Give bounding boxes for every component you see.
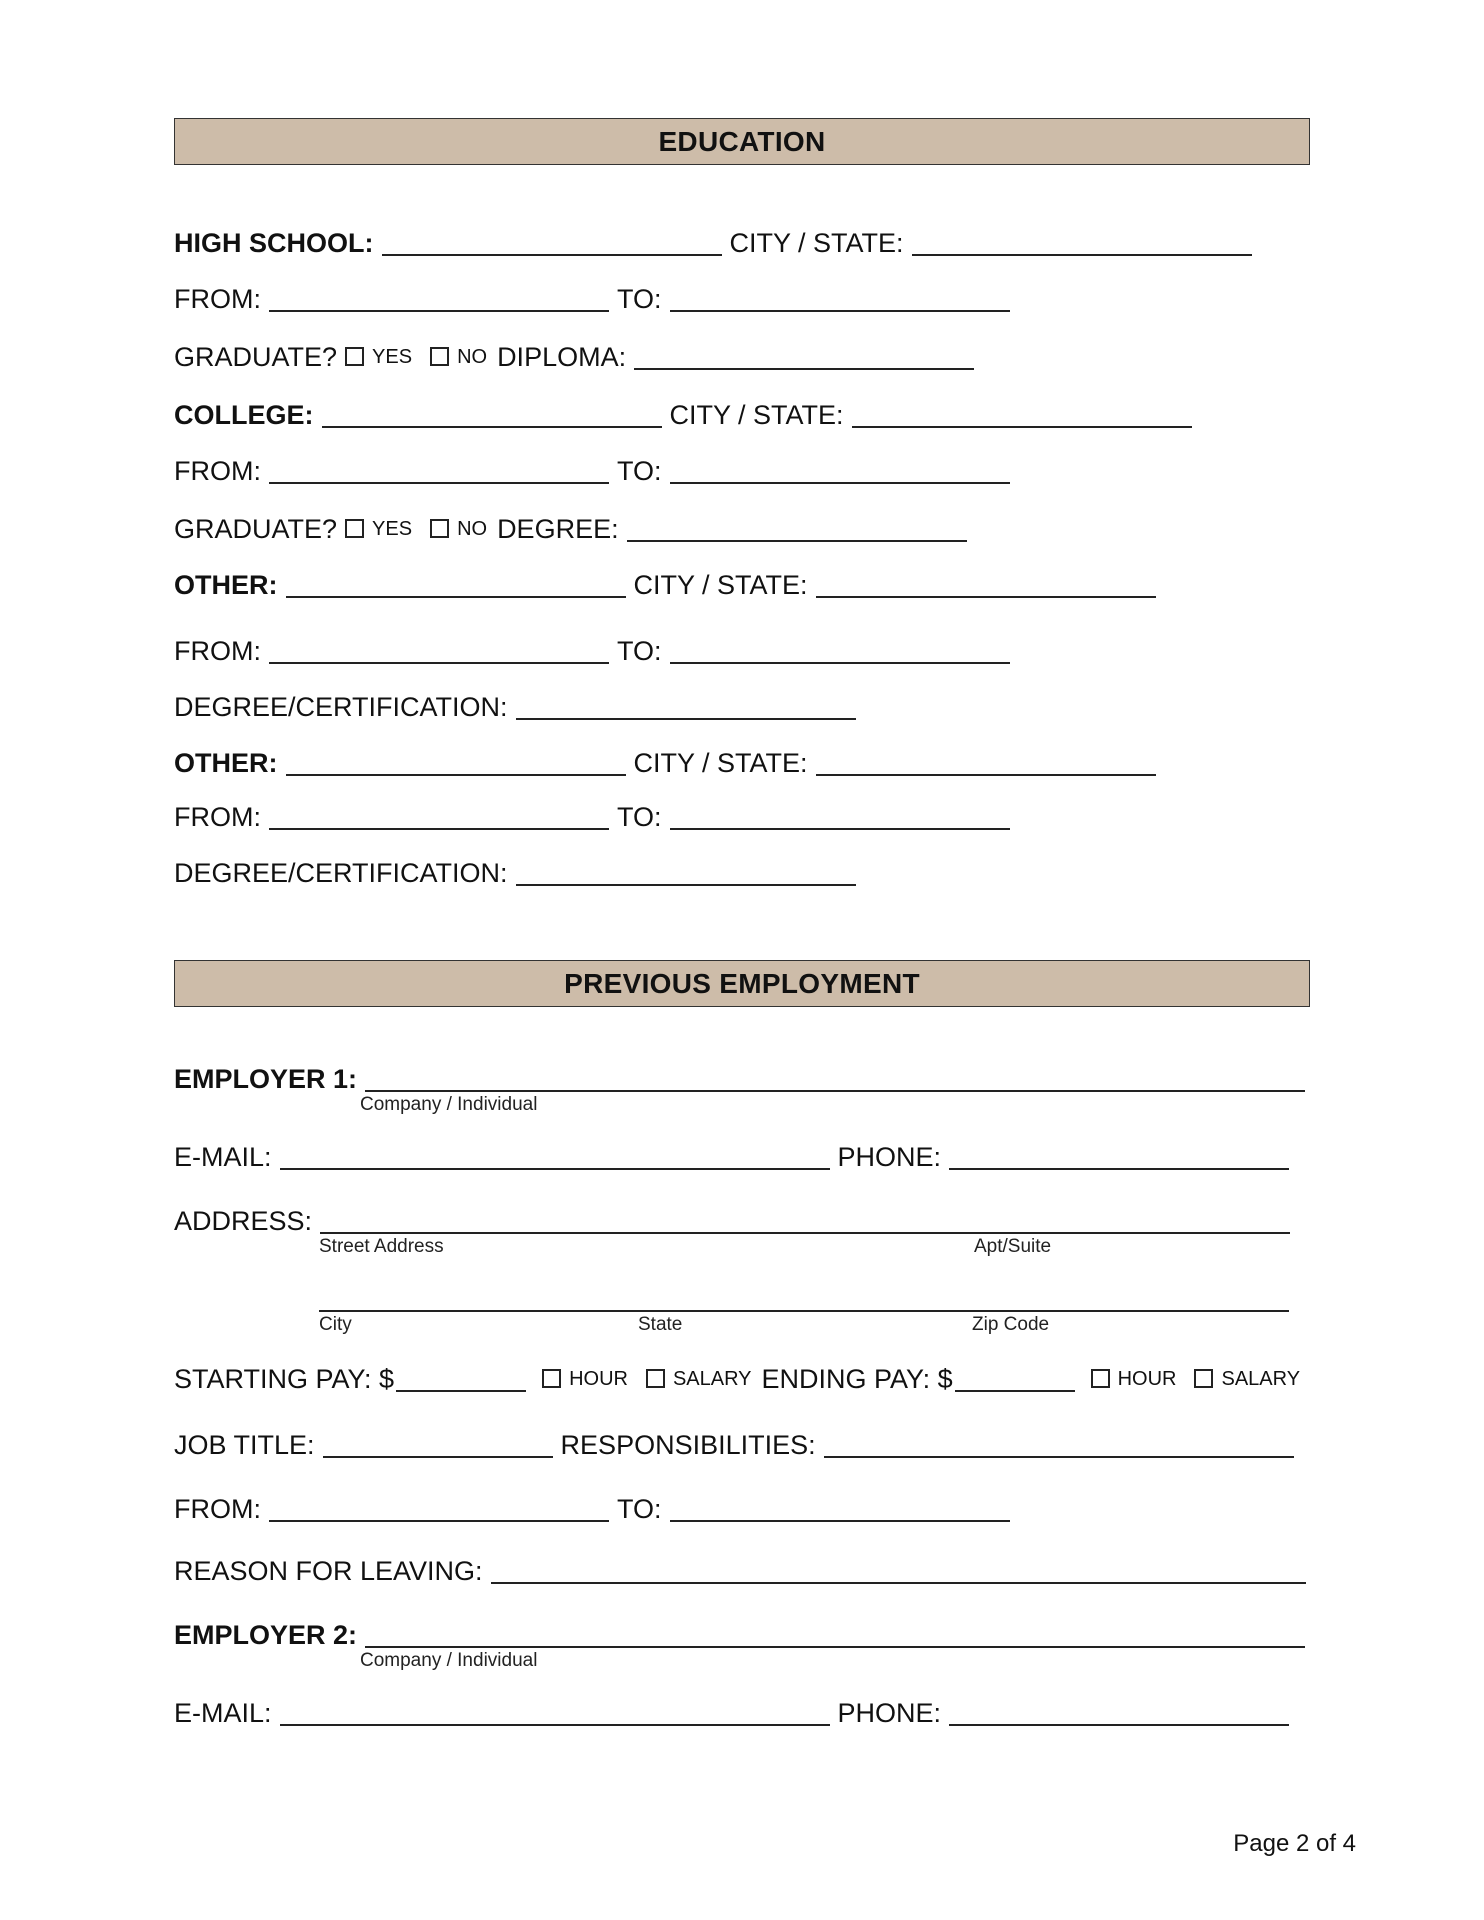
application-page [174,0,1310,1920]
employer2-field[interactable] [365,1620,1305,1648]
to-label: TO: [617,636,662,666]
ending-salary-checkbox[interactable] [1194,1369,1213,1388]
city-hint: City [319,1314,352,1335]
other1-row [174,568,1314,602]
to-label: TO: [617,284,662,314]
city-state-label: CITY / STATE: [669,400,844,430]
college-no-checkbox[interactable] [430,519,449,538]
employer2-contact-row [174,1696,1314,1730]
employer1-contact-row [174,1140,1314,1174]
hour-label: HOUR [1117,1368,1177,1390]
employer1-address-row [174,1204,1314,1238]
employer2-row [174,1618,1314,1652]
responsibilities-label: RESPONSIBILITIES: [560,1430,816,1460]
college-from-field[interactable] [269,456,609,484]
graduate-label: GRADUATE? [174,514,338,544]
other2-degree-row [174,856,1314,890]
apt-hint: Apt/Suite [974,1236,1052,1257]
other1-degree-row [174,690,1314,724]
ending-pay-label: ENDING PAY: $ [761,1364,953,1394]
employer1-field[interactable] [365,1064,1305,1092]
high-school-yes-checkbox[interactable] [345,347,364,366]
to-label: TO: [617,1494,662,1524]
other1-dates-row [174,634,1314,668]
city-state-label: CITY / STATE: [633,570,808,600]
employer1-street-field[interactable] [320,1206,1290,1234]
employer1-job-row [174,1428,1314,1462]
employer1-responsibilities-field[interactable] [824,1430,1294,1458]
zip-hint: Zip Code [972,1314,1050,1335]
graduate-label: GRADUATE? [174,342,338,372]
to-label: TO: [617,802,662,832]
company-hint: Company / Individual [360,1094,538,1115]
other1-field[interactable] [286,570,626,598]
other2-dates-row [174,800,1314,834]
job-title-label: JOB TITLE: [174,1430,315,1460]
other2-field[interactable] [286,748,626,776]
high-school-no-checkbox[interactable] [430,347,449,366]
other1-to-field[interactable] [670,636,1010,664]
employer1-row [174,1062,1314,1096]
college-graduate-row [174,512,1314,546]
employer1-label: EMPLOYER 1: [174,1064,358,1094]
no-label: NO [457,346,488,368]
phone-label: PHONE: [837,1698,942,1728]
no-label: NO [457,518,488,540]
starting-hour-checkbox[interactable] [542,1369,561,1388]
from-label: FROM: [174,284,261,314]
employer2-phone-field[interactable] [949,1698,1289,1726]
high-school-dates-row [174,282,1314,316]
employer1-city-state-zip-field[interactable] [319,1310,1289,1312]
reason-label: REASON FOR LEAVING: [174,1556,483,1586]
employer1-email-field[interactable] [280,1142,830,1170]
email-label: E-MAIL: [174,1142,272,1172]
salary-label: SALARY [672,1368,752,1390]
ending-pay-field[interactable] [955,1364,1075,1392]
from-label: FROM: [174,802,261,832]
starting-pay-field[interactable] [396,1364,526,1392]
ending-hour-checkbox[interactable] [1091,1369,1110,1388]
degree-field[interactable] [627,514,967,542]
employer1-reason-row [174,1554,1314,1588]
degree-cert-label: DEGREE/CERTIFICATION: [174,692,508,722]
other2-from-field[interactable] [269,802,609,830]
high-school-label: HIGH SCHOOL: [174,228,374,258]
other2-to-field[interactable] [670,802,1010,830]
other1-city-state-field[interactable] [816,570,1156,598]
diploma-label: DIPLOMA: [497,342,627,372]
yes-label: YES [372,518,413,540]
yes-label: YES [372,346,413,368]
employer1-phone-field[interactable] [949,1142,1289,1170]
employer1-pay-row [174,1362,1314,1396]
college-field[interactable] [322,400,662,428]
college-label: COLLEGE: [174,400,314,430]
employer1-from-field[interactable] [269,1494,609,1522]
other2-city-state-field[interactable] [816,748,1156,776]
city-state-label: CITY / STATE: [729,228,904,258]
high-school-graduate-row [174,340,1314,374]
city-state-label: CITY / STATE: [633,748,808,778]
email-label: E-MAIL: [174,1698,272,1728]
diploma-field[interactable] [634,342,974,370]
high-school-row [174,226,1314,260]
company-hint: Company / Individual [360,1650,538,1671]
hour-label: HOUR [569,1368,628,1390]
degree-label: DEGREE: [497,514,619,544]
high-school-field[interactable] [382,228,722,256]
high-school-city-state-field[interactable] [912,228,1252,256]
college-to-field[interactable] [670,456,1010,484]
salary-label: SALARY [1221,1368,1301,1390]
street-hint: Street Address [319,1236,444,1257]
high-school-to-field[interactable] [670,284,1010,312]
to-label: TO: [617,456,662,486]
education-header: EDUCATION [174,118,1310,165]
from-label: FROM: [174,1494,261,1524]
college-yes-checkbox[interactable] [345,519,364,538]
from-label: FROM: [174,636,261,666]
college-dates-row [174,454,1314,488]
employer1-reason-field[interactable] [491,1556,1306,1584]
previous-employment-header: PREVIOUS EMPLOYMENT [174,960,1310,1007]
state-hint: State [638,1314,683,1335]
employer1-to-field[interactable] [670,1494,1010,1522]
from-label: FROM: [174,456,261,486]
employer2-email-field[interactable] [280,1698,830,1726]
starting-pay-label: STARTING PAY: $ [174,1364,395,1394]
starting-salary-checkbox[interactable] [646,1369,665,1388]
college-row [174,398,1314,432]
other1-degree-cert-field[interactable] [516,692,856,720]
other2-row [174,746,1314,780]
employer2-label: EMPLOYER 2: [174,1620,358,1650]
degree-cert-label: DEGREE/CERTIFICATION: [174,858,508,888]
other2-degree-cert-field[interactable] [516,858,856,886]
college-city-state-field[interactable] [852,400,1192,428]
high-school-from-field[interactable] [269,284,609,312]
address-label: ADDRESS: [174,1206,313,1236]
page-number: Page 2 of 4 [1233,1830,1356,1857]
employer1-job-title-field[interactable] [323,1430,553,1458]
phone-label: PHONE: [837,1142,942,1172]
other1-from-field[interactable] [269,636,609,664]
other-label: OTHER: [174,748,278,778]
employer1-dates-row [174,1492,1314,1526]
other-label: OTHER: [174,570,278,600]
